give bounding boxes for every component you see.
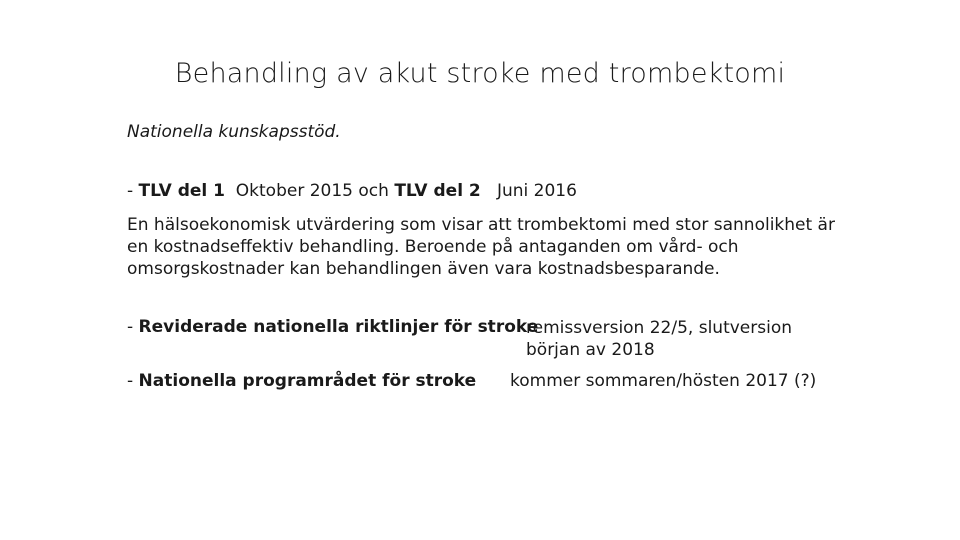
guidelines-detail-line1: remissversion 22/5, slutversion <box>526 318 793 338</box>
program-prefix: - <box>127 371 139 391</box>
program-detail: kommer sommaren/hösten 2017 (?) <box>510 371 817 391</box>
tlv-prefix: - <box>127 181 139 201</box>
guidelines-prefix: - <box>127 317 139 337</box>
guidelines-detail-line2: början av 2018 <box>526 340 655 360</box>
tlv-part2-label: TLV del 2 <box>394 181 481 201</box>
program-label: Nationella programrådet för stroke <box>138 371 477 391</box>
tlv-part1-label: TLV del 1 <box>138 181 225 201</box>
tlv-part2-date: Juni 2016 <box>480 181 577 201</box>
slide-subtitle: Nationella kunskapsstöd. <box>127 122 341 142</box>
tlv-part1-date: Oktober 2015 och <box>224 181 395 201</box>
program-label-row <box>127 371 476 391</box>
guidelines-detail <box>526 317 792 361</box>
guidelines-label-row <box>127 317 538 337</box>
guidelines-label: Reviderade nationella riktlinjer för stroke <box>138 317 539 337</box>
tlv-line <box>127 181 577 201</box>
health-economics-paragraph: En hälsoekonomisk utvärdering som visar att trombektomi med stor sannolikhet är en kostnadseffektiv behandling. Beroende på antaganden om vård- och omsorgskostnader kan behandlingen även vara kostnadsbesparande. <box>127 215 835 279</box>
slide-title: Behandling av akut stroke med trombektomi <box>174 58 786 89</box>
